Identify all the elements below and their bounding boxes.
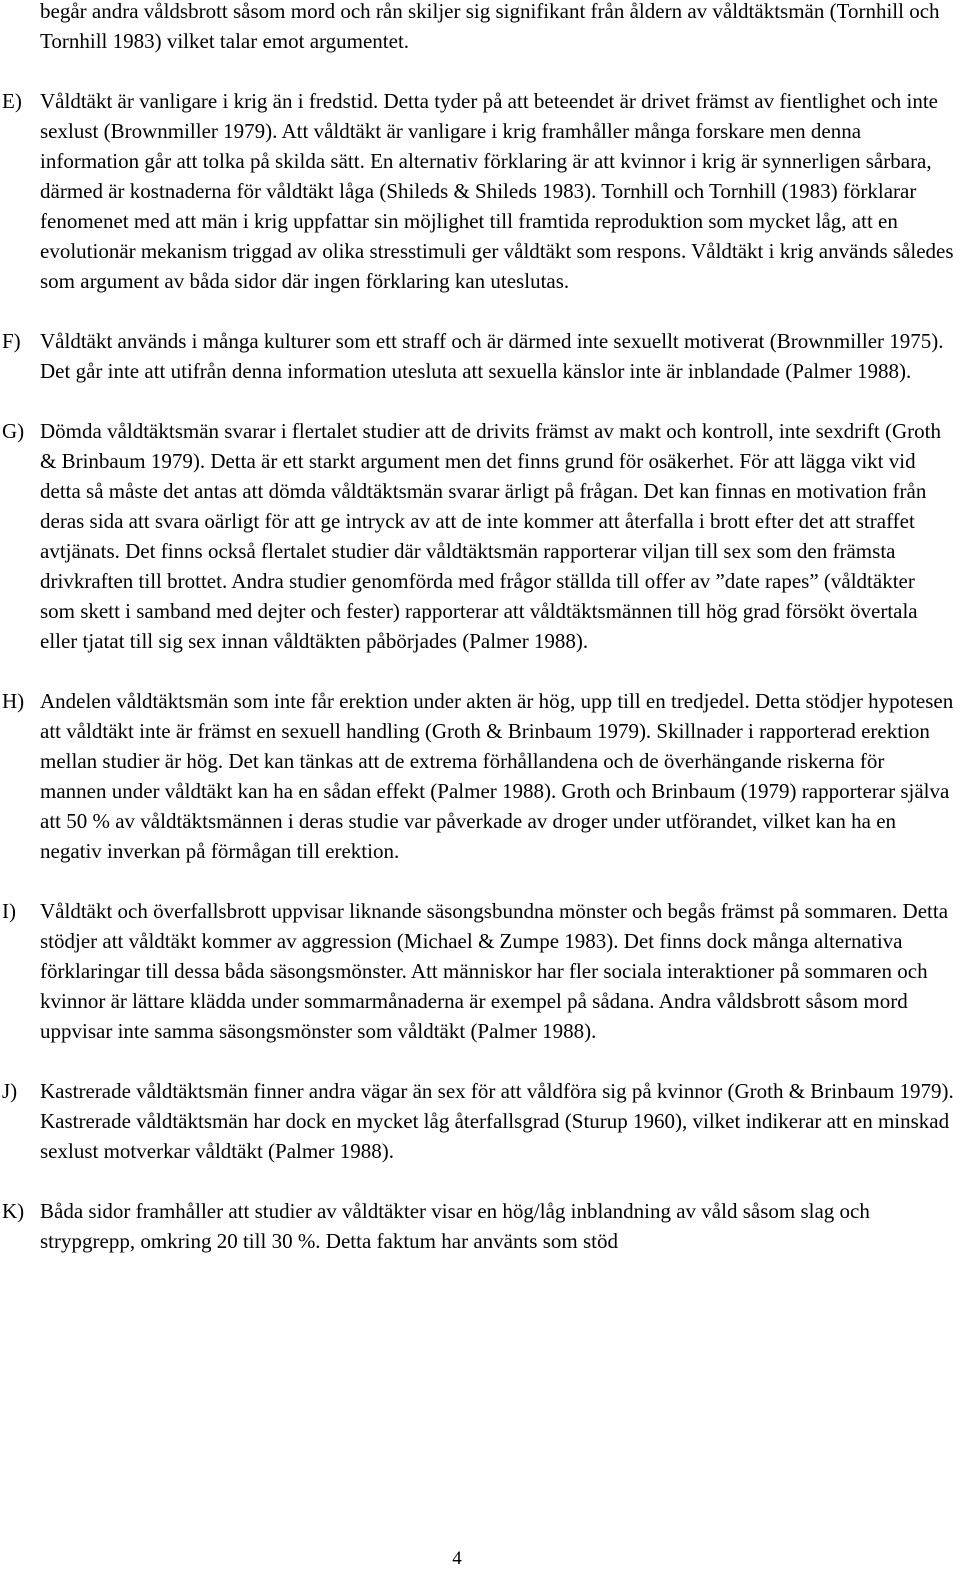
list-item-j	[0, 1076, 954, 1166]
list-marker: F)	[2, 329, 21, 353]
list-marker: J)	[2, 1079, 18, 1103]
continuation-text: begår andra våldsbrott såsom mord och rån skiljer sig signifikant från åldern av våldtäktsmän (Tornhill och Tornhill 1983) vilket talar emot argumentet.	[40, 0, 940, 53]
list-item-h	[0, 686, 954, 866]
list-marker: E)	[2, 89, 22, 113]
list-item-f	[0, 326, 954, 386]
list-marker: I)	[2, 899, 16, 923]
list-marker: H)	[2, 689, 25, 713]
continuation-paragraph	[0, 0, 954, 56]
list-marker: G)	[2, 419, 25, 443]
list-item-text: Andelen våldtäktsmän som inte får erektion under akten är hög, upp till en tredjedel. Detta stödjer hypotesen att våldtäkt inte är främst en sexuell handling (Groth & Brinbaum 1979). Skillnader i rapporterad erektion mellan studier är hög. Det kan tänkas att de extrema förhållandena och de överhängande riskerna för mannen under våldtäkt kan ha en sådan effekt (Palmer 1988). Groth och Brinbaum (1979) rapporterar själva att 50 % av våldtäktsmännen i deras studie var påverkade av droger under utförandet, vilket kan ha en negativ inverkan på förmågan till erektion.	[40, 689, 954, 863]
list-item-text: Båda sidor framhåller att studier av våldtäkter visar en hög/låg inblandning av våld såsom slag och strypgrepp, omkring 20 till 30 %. Detta faktum har använts som stöd	[40, 1199, 870, 1253]
list-item-text: Våldtäkt används i många kulturer som ett straff och är därmed inte sexuellt motiverat (Brownmiller 1975). Det går inte att utifrån denna information utesluta att sexuella känslor inte är inblandade (Palmer 1988).	[40, 329, 944, 383]
list-item-text: Våldtäkt och överfallsbrott uppvisar liknande säsongsbundna mönster och begås främst på sommaren. Detta stödjer att våldtäkt kommer av aggression (Michael & Zumpe 1983). Det finns dock många alternativa förklaringar till dessa båda säsongsmönster. Att människor har fler sociala interaktioner på sommaren och kvinnor är lättare klädda under sommarmånaderna är exempel på sådana. Andra våldsbrott såsom mord uppvisar inte samma säsongsmönster som våldtäkt (Palmer 1988).	[40, 899, 949, 1043]
list-item-e	[0, 86, 954, 296]
page-number: 4	[452, 1548, 462, 1569]
list-marker: K)	[2, 1199, 25, 1223]
list-item-text: Dömda våldtäktsmän svarar i flertalet studier att de drivits främst av makt och kontroll, inte sexdrift (Groth & Brinbaum 1979). Detta är ett starkt argument men det finns grund för osäkerhet. För att lägga vikt vid detta så måste det antas att dömda våldtäktsmän svarar ärligt på frågan. Det kan finnas en motivation från deras sida att svara oärligt för att ge intryck av att de inte kommer att återfalla i brott efter det att straffet avtjänats. Det finns också flertalet studier där våldtäktsmän rapporterar viljan till sex som den främsta drivkraften till brottet. Andra studier genomförda med frågor ställda till offer av ”date rapes” (våldtäkter som skett i samband med dejter och fester) rapporterar att våldtäktsmännen till hög grad försökt övertala eller tjatat till sig sex innan våldtäkten påbörjades (Palmer 1988).	[40, 419, 942, 653]
list-item-i	[0, 896, 954, 1046]
list-item-k	[0, 1196, 954, 1256]
list-item-text: Kastrerade våldtäktsmän finner andra vägar än sex för att våldföra sig på kvinnor (Groth & Brinbaum 1979). Kastrerade våldtäktsmän har dock en mycket låg återfallsgrad (Sturup 1960), vilket indikerar att en minskad sexlust motverkar våldtäkt (Palmer 1988).	[40, 1079, 954, 1163]
list-item-text: Våldtäkt är vanligare i krig än i fredstid. Detta tyder på att beteendet är drivet främst av fientlighet och inte sexlust (Brownmiller 1979). Att våldtäkt är vanligare i krig framhåller många forskare men denna information går att tolka på skilda sätt. En alternativ förklaring är att kvinnor i krig är synnerligen sårbara, därmed är kostnaderna för våldtäkt låga (Shileds & Shileds 1983). Tornhill och Tornhill (1983) förklarar fenomenet med att män i krig uppfattar sin möjlighet till framtida reproduktion som mycket låg, att en evolutionär mekanism triggad av olika stresstimuli ger våldtäkt som respons. Våldtäkt i krig används således som argument av båda sidor där ingen förklaring kan uteslutas.	[40, 89, 954, 293]
list-item-g	[0, 416, 954, 656]
